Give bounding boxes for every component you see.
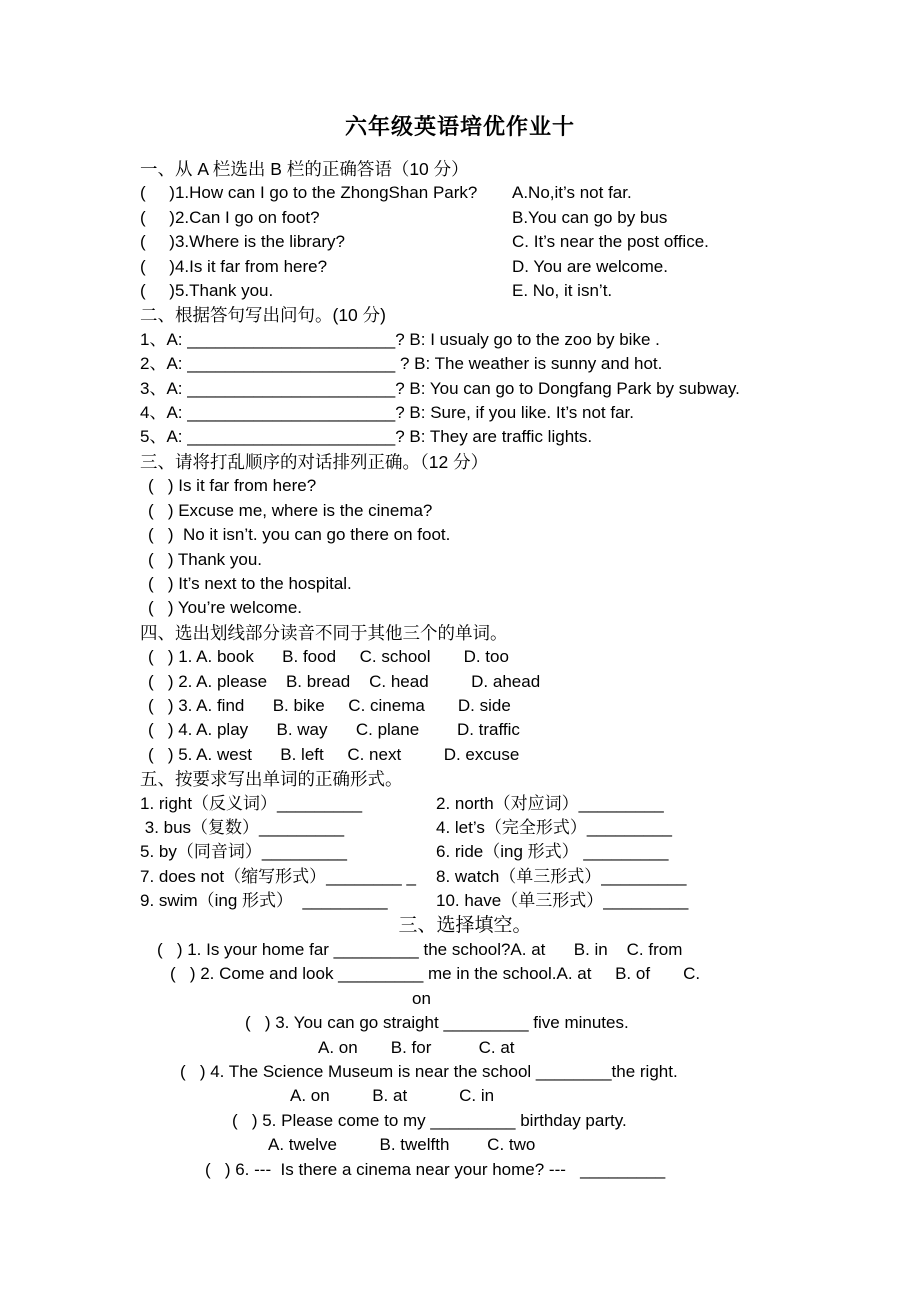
word-form-row [140, 889, 790, 913]
pronunciation-row: ( ) 5. A. west B. left C. next D. excuse [148, 744, 520, 764]
choice-options-row: A. on B. at C. in [290, 1086, 495, 1106]
write-question-row: 4、A: ______________________? B: Sure, if you like. It’s not far. [140, 403, 634, 423]
word-form-row [140, 792, 790, 816]
write-question-row: 3、A: ______________________? B: You can go to Dongfang Park by subway. [140, 378, 740, 398]
word-form-item: 4. let’s（完全形式）_________ [436, 817, 672, 837]
dialogue-row: ( ) No it isn’t. you can go there on foot. [148, 525, 451, 545]
choice-options-row: A. twelve B. twelfth C. two [268, 1135, 536, 1155]
pronunciation-row: ( ) 2. A. please B. bread C. head D. ahead [148, 671, 541, 691]
match-answer: C. It’s near the post office. [512, 232, 709, 252]
word-form-item: 8. watch（单三形式）_________ [436, 866, 687, 886]
dialogue-row: ( ) You’re welcome. [148, 598, 303, 618]
match-answer: D. You are welcome. [512, 256, 668, 276]
match-question: ( )3.Where is the library? [140, 232, 346, 252]
match-answer: A.No,it’s not far. [512, 183, 632, 203]
match-row [140, 181, 790, 205]
dialogue-row: ( ) Thank you. [148, 549, 263, 569]
choice-row: ( ) 3. You can go straight _________ five minutes. [245, 1013, 629, 1033]
match-row [140, 230, 790, 254]
word-form-row [140, 865, 790, 889]
match-question: ( )4.Is it far from here? [140, 256, 328, 276]
word-form-item: 7. does not（缩写形式）________ _ [140, 866, 416, 886]
match-question: ( )5.Thank you. [140, 281, 274, 301]
dialogue-row: ( ) Excuse me, where is the cinema? [148, 500, 433, 520]
match-row [140, 279, 790, 303]
write-question-row: 5、A: ______________________? B: They are traffic lights. [140, 427, 593, 447]
word-form-item: 6. ride（ing 形式） _________ [436, 842, 669, 862]
word-form-item: 2. north（对应词）_________ [436, 793, 664, 813]
match-answer: E. No, it isn’t. [512, 281, 613, 301]
match-row [140, 206, 790, 230]
pronunciation-row: ( ) 1. A. book B. food C. school D. too [148, 647, 509, 667]
dialogue-row: ( ) Is it far from here? [148, 476, 317, 496]
choice-row: ( ) 5. Please come to my _________ birthday party. [232, 1110, 627, 1130]
write-question-row: 2、A: ______________________ ? B: The weather is sunny and hot. [140, 354, 663, 374]
match-question: ( )1.How can I go to the ZhongShan Park? [140, 183, 478, 203]
word-form-item: 1. right（反义词）_________ [140, 793, 363, 813]
match-row [140, 255, 790, 279]
choice-row-continuation: on [412, 988, 431, 1008]
choice-row: ( ) 1. Is your home far _________ the school?A. at B. in C. from [157, 940, 683, 959]
word-form-item: 5. by（同音词）_________ [140, 842, 347, 862]
choice-row: ( ) 2. Come and look _________ me in the school.A. at B. of C. [170, 964, 701, 984]
dialogue-row: ( ) It’s next to the hospital. [148, 573, 352, 593]
match-answer: B.You can go by bus [512, 207, 668, 227]
choice-options-row: A. on B. for C. at [318, 1037, 515, 1057]
choice-row: ( ) 4. The Science Museum is near the school ________the right. [180, 1062, 678, 1082]
choice-row: ( ) 6. --- Is there a cinema near your home? --- _________ [205, 1159, 666, 1179]
section-4-heading: 四、选出划线部分读音不同于其他三个的单词。 [140, 622, 508, 643]
word-form-row [140, 840, 790, 864]
word-form-row [140, 816, 790, 840]
pronunciation-row: ( ) 3. A. find B. bike C. cinema D. side [148, 695, 511, 715]
section-2-heading: 二、根据答句写出问句。(10 分) [140, 305, 386, 326]
write-question-row: 1、A: ______________________? B: I usualy go to the zoo by bike . [140, 329, 660, 349]
pronunciation-row: ( ) 4. A. play B. way C. plane D. traffic [148, 720, 520, 740]
section-1-heading: 一、从 A 栏选出 B 栏的正确答语（10 分） [140, 159, 469, 179]
section-5-heading: 五、按要求写出单词的正确形式。 [140, 769, 403, 790]
worksheet-content [140, 157, 790, 1182]
match-question: ( )2.Can I go on foot? [140, 207, 320, 227]
word-form-item: 10. have（单三形式）_________ [436, 891, 689, 911]
page-title: 六年级英语培优作业十 [344, 114, 575, 139]
word-form-item: 9. swim（ing 形式） _________ [140, 891, 388, 911]
section-3-heading: 三、请将打乱顺序的对话排列正确。（12 分） [140, 451, 489, 472]
section-6-heading: 三、选择填空。 [398, 914, 532, 936]
word-form-item: 3. bus（复数）_________ [140, 817, 345, 837]
